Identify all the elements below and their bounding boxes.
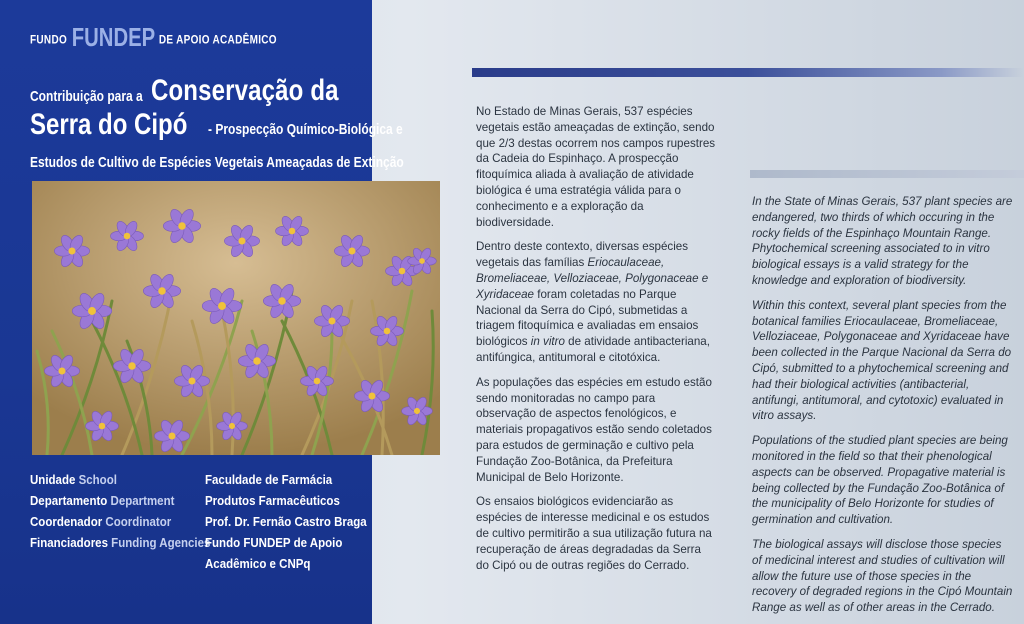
flower-center: [158, 287, 165, 294]
flower-center: [58, 367, 65, 374]
title-main-1: Conservação da: [151, 74, 339, 107]
flower-center: [188, 377, 195, 384]
credit-labels: [30, 470, 226, 554]
pt-paragraph-1: No Estado de Minas Gerais, 537 espécies vegetais estão ameaçadas de extinção, sendo que 2/3 destas ocorrem nos campos rupestres da Cadeia do Espinhaço. A prospecção fitoquímica aliada à avaliação de atividade biológica é uma estratégia válida para o conhecimento e a exploração da biodiversidade.: [476, 105, 716, 229]
credit-label-funding: Financiadores Funding Agencies: [30, 536, 211, 550]
title-line-2-suffix: - Prospecção Químico-Biológica e: [208, 120, 403, 138]
flower-center: [88, 307, 96, 315]
en-paragraph-2: Within this context, several plant species from the botanical families Eriocaulaceae, Bromeliaceae, Velloziaceae, Polygonaceae and Xyridaceae have been collected in the Parque Nacional da Serra do Cipó, submitted to a phytochemical screening and had their biological activities (antibacterial, antifungi, antitumoral, and cytotoxic) evaluated in vitro assays.: [752, 298, 1012, 423]
flower-photo: [32, 181, 440, 455]
flower-center: [128, 362, 135, 369]
flower-center: [278, 297, 285, 304]
title-line-3: Estudos de Cultivo de Espécies Vegetais Ameaçadas de Extinção: [30, 153, 404, 171]
pt-paragraph-2: Dentro deste contexto, diversas espécies vegetais das famílias Eriocaulaceae, Bromeliaceae, Velloziaceae, Polygonaceae e Xyridaceae foram coletadas no Parque Nacional da Serra do Cipó, submetidas a triagem fitoquímica e avaliadas em ensaios biológicos in vitro de atividade antibacteriana, antifúngica, antitumoral e citotóxica.: [476, 240, 710, 364]
title-line-2: [30, 108, 403, 142]
flower-illustration: [32, 181, 440, 455]
flower-center: [124, 233, 131, 240]
credit-label-school: Unidade School: [30, 473, 117, 487]
flower-center: [328, 317, 335, 324]
flower-center: [419, 258, 425, 264]
credit-label-department: Departamento Department: [30, 494, 175, 508]
credit-value-coordinator: Prof. Dr. Fernão Castro Braga: [205, 515, 367, 529]
english-text: [752, 194, 1014, 624]
flower-center: [218, 302, 226, 310]
brand-suffix: DE APOIO ACADÊMICO: [158, 33, 277, 48]
credit-value-department: Produtos Farmacêuticos: [205, 494, 340, 508]
flower-center: [168, 432, 175, 439]
credit-value-funding-1: Fundo FUNDEP de Apoio: [205, 536, 343, 550]
title-line-1: [30, 74, 386, 108]
flower-center: [314, 378, 321, 385]
brand-prefix: FUNDO: [30, 33, 68, 48]
en-paragraph-4: The biological assays will disclose those species of medicinal interest and studies of cultivation will allow the future use of those species in the recovery of degraded regions in the Cipó Mountain Range as well as of other areas in the Cerrado.: [752, 537, 1013, 615]
flower-center: [229, 423, 235, 429]
flower-center: [414, 408, 420, 414]
credit-values: [205, 470, 381, 575]
flower-center: [238, 237, 245, 244]
pt-paragraph-3: As populações das espécies em estudo estão sendo monitoradas no campo para observação de aspectos fenológicos, e materiais propagativos estão sendo coletados para estudos de germinação e cultivo pela Fundação Zoo-Botânica, da Prefeitura Municipal de Belo Horizonte.: [476, 375, 712, 484]
flower-center: [399, 268, 406, 275]
flower-center: [348, 247, 355, 254]
en-paragraph-3: Populations of the studied plant species are being monitored in the field so that their phenological aspects can be observed. Propagative material is being collected by the Fundação Zoo-Botânica of the municipality of Belo Horizonte for studies of germination and cultivation.: [752, 434, 1008, 527]
title-main-2: Serra do Cipó: [30, 108, 188, 141]
top-accent-bar: [472, 68, 1024, 77]
flower-center: [253, 357, 260, 364]
brand-name: FUNDEP: [71, 22, 155, 52]
credit-value-funding-2: Acadêmico e CNPq: [205, 557, 311, 571]
en-paragraph-1: In the State of Minas Gerais, 537 plant species are endangered, two thirds of which occuring in the rocky fields of the Espinhaço Mountain Range. Phytochemical screening associated to in vitro biological essays is a valid strategy for the knowledge and exploration of biodiversity.: [752, 195, 1013, 287]
flower-center: [178, 222, 185, 229]
english-accent-bar: [750, 170, 1024, 178]
credit-value-school: Faculdade de Farmácia: [205, 473, 333, 487]
credit-label-coordinator: Coordenador Coordinator: [30, 515, 172, 529]
title-prefix: Contribuição para a: [30, 87, 143, 105]
flower-center: [99, 423, 106, 430]
flower-center: [368, 392, 375, 399]
flower-center: [384, 328, 391, 335]
flower-center: [68, 247, 75, 254]
portuguese-text: [476, 104, 716, 582]
flower-center: [289, 228, 296, 235]
fundep-logo: [30, 22, 277, 53]
pt-paragraph-4: Os ensaios biológicos evidenciarão as espécies de interesse medicinal e os estudos de cultivo permitirão a sua utilização futura na recuperação de áreas degradadas da Serra do Cipó ou de outras regiões do Cerrado.: [476, 495, 712, 572]
